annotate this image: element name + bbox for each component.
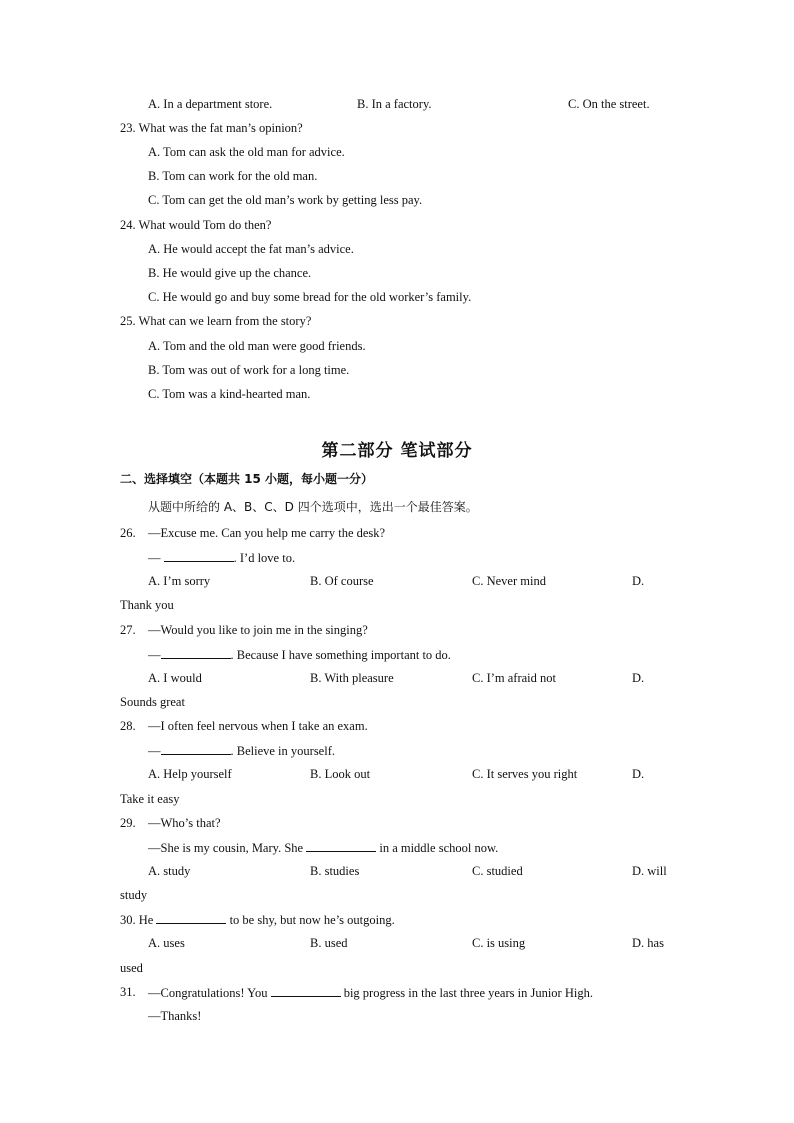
answer-blank <box>164 549 234 562</box>
question-25-option-a: A. Tom and the old man were good friends. <box>148 339 366 353</box>
question-26-line1: —Excuse me. Can you help me carry the desk? <box>148 526 386 540</box>
question-28-line2 <box>148 742 335 759</box>
question-30-option-b: B. used <box>310 936 348 950</box>
question-26-number: 26. <box>120 526 136 540</box>
question-31-line2: —Thanks! <box>148 1009 202 1023</box>
question-26-option-d: D. <box>632 574 645 588</box>
section-instruction: 从题中所给的 A、B、C、D 四个选项中，选出一个最佳答案。 <box>148 500 478 514</box>
answer-blank <box>271 984 341 997</box>
question-26-line2-text: . I’d love to. <box>233 551 296 565</box>
question-28-option-d: D. <box>632 767 645 781</box>
question-27-option-d: D. <box>632 671 645 685</box>
question-23-stem: 23. What was the fat man’s opinion? <box>120 121 303 135</box>
question-29-option-c: C. studied <box>472 864 523 878</box>
question-30-option-d: D. has <box>632 936 664 950</box>
question-29-option-d-text: study <box>120 888 148 902</box>
question-29-option-a: A. study <box>148 864 191 878</box>
question-23-option-c: C. Tom can get the old man’s work by getting less pay. <box>148 193 423 207</box>
question-27-dash: — <box>148 648 161 662</box>
question-27-line2 <box>148 646 451 663</box>
answer-blank <box>306 839 376 852</box>
question-28-option-c: C. It serves you right <box>472 767 578 781</box>
question-29-line1: —Who’s that? <box>148 816 221 830</box>
question-30-option-c: C. is using <box>472 936 526 950</box>
question-31-line1 <box>148 984 593 1001</box>
option-b: B. In a factory. <box>357 97 432 111</box>
question-29-line2-text: in a middle school now. <box>376 841 499 855</box>
question-27-option-c: C. I’m afraid not <box>472 671 557 685</box>
question-28-line2-text: . Believe in yourself. <box>230 744 335 758</box>
question-27-number: 27. <box>120 623 136 637</box>
question-28-option-b: B. Look out <box>310 767 371 781</box>
question-28-dash: — <box>148 744 161 758</box>
question-25-option-c: C. Tom was a kind-hearted man. <box>148 387 311 401</box>
question-27-line2-text: . Because I have something important to do. <box>230 648 451 662</box>
question-23-option-b: B. Tom can work for the old man. <box>148 169 318 183</box>
answer-blank <box>161 646 231 659</box>
question-24-option-a: A. He would accept the fat man’s advice. <box>148 242 354 256</box>
question-30-option-d-text: used <box>120 961 143 975</box>
option-c: C. On the street. <box>568 97 650 111</box>
answer-blank <box>156 911 226 924</box>
question-25-option-b: B. Tom was out of work for a long time. <box>148 363 350 377</box>
question-27-option-d-text: Sounds great <box>120 695 185 709</box>
question-31-number: 31. <box>120 985 136 999</box>
part-title: 第二部分 笔试部分 <box>321 441 473 461</box>
question-29-line2-lead: —She is my cousin, Mary. She <box>148 841 307 855</box>
question-29-option-b: B. studies <box>310 864 360 878</box>
question-28-line1: —I often feel nervous when I take an exam. <box>148 719 368 733</box>
question-30-lead: 30. He <box>120 913 157 927</box>
question-25-stem: 25. What can we learn from the story? <box>120 314 312 328</box>
question-27-line1: —Would you like to join me in the singing? <box>148 623 368 637</box>
question-28-number: 28. <box>120 719 136 733</box>
question-26-option-b: B. Of course <box>310 574 374 588</box>
section-heading: 二、选择填空（本题共 15 小题，每小题一分） <box>120 472 374 486</box>
question-28-option-d-text: Take it easy <box>120 792 180 806</box>
question-29-option-d: D. will <box>632 864 667 878</box>
question-27-option-a: A. I would <box>148 671 202 685</box>
question-26-dash: — <box>148 551 164 565</box>
question-29-number: 29. <box>120 816 136 830</box>
question-29-line2 <box>148 839 498 856</box>
question-24-option-c: C. He would go and buy some bread for the old worker’s family. <box>148 290 472 304</box>
question-27-option-b: B. With pleasure <box>310 671 394 685</box>
question-26-option-d-text: Thank you <box>120 598 174 612</box>
question-24-option-b: B. He would give up the chance. <box>148 266 312 280</box>
question-26-line2 <box>148 549 295 566</box>
question-30-text: to be shy, but now he’s outgoing. <box>226 913 395 927</box>
option-a: A. In a department store. <box>148 97 273 111</box>
question-26-option-c: C. Never mind <box>472 574 546 588</box>
question-26-option-a: A. I’m sorry <box>148 574 211 588</box>
question-30-option-a: A. uses <box>148 936 185 950</box>
question-31-lead: —Congratulations! You <box>148 986 271 1000</box>
question-23-option-a: A. Tom can ask the old man for advice. <box>148 145 345 159</box>
answer-blank <box>161 742 231 755</box>
question-28-option-a: A. Help yourself <box>148 767 232 781</box>
question-30-stem <box>120 911 395 928</box>
question-24-stem: 24. What would Tom do then? <box>120 218 272 232</box>
question-31-text: big progress in the last three years in Junior High. <box>340 986 593 1000</box>
